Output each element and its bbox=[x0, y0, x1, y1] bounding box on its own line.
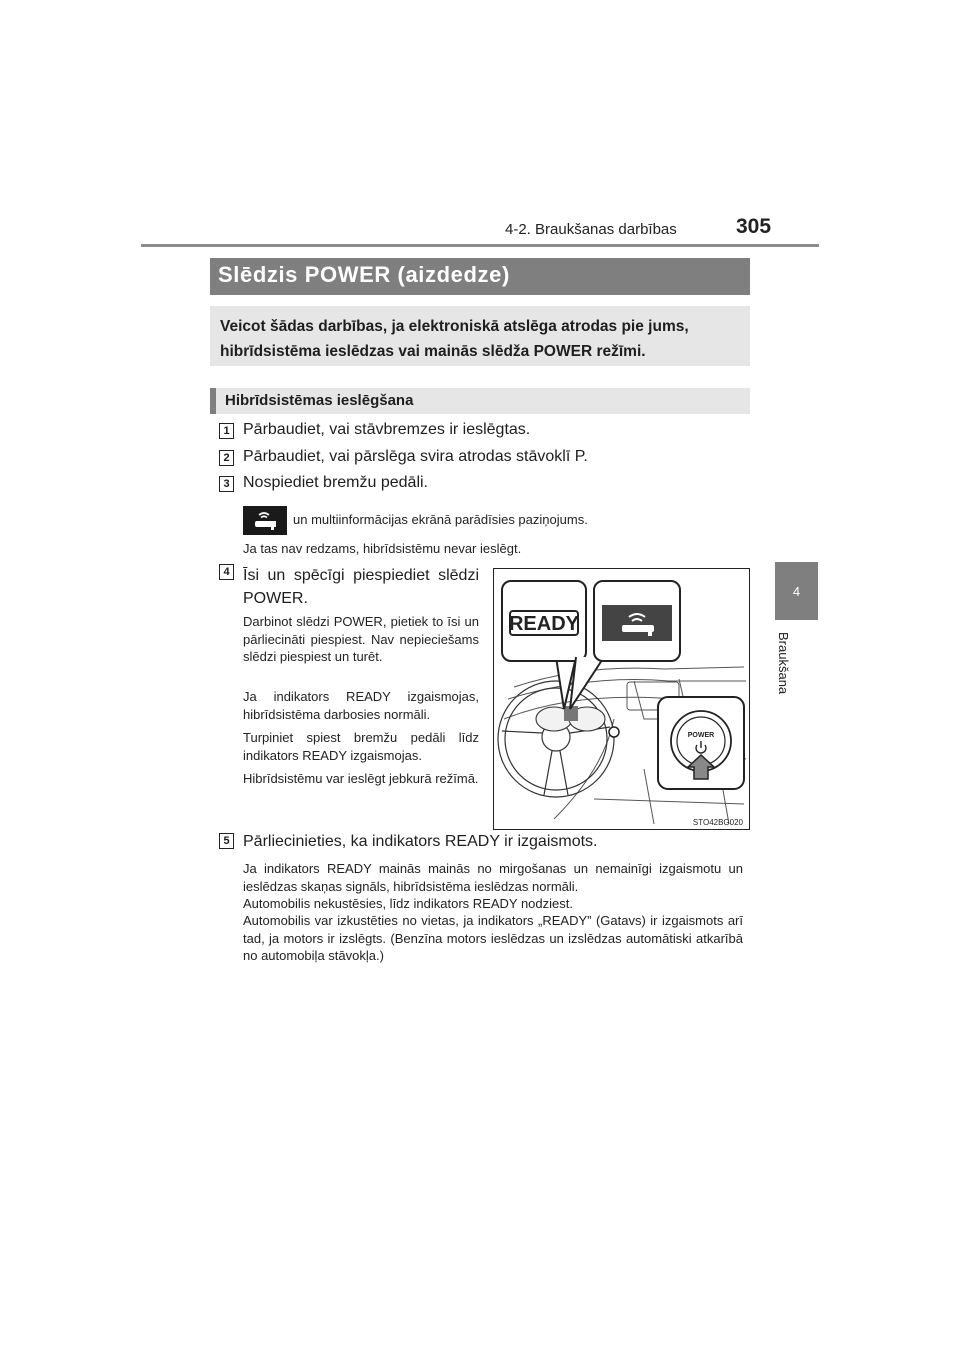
step3-warning: Ja tas nav redzams, hibrīdsistēmu nevar ieslēgt. bbox=[243, 541, 522, 556]
step-number-5: 5 bbox=[219, 833, 234, 849]
step4-note-1: Darbinot slēdzi POWER, pietiek to īsi un pārliecināti piespiest. Nav nepieciešams slēdzi piespiest un turēt. bbox=[243, 614, 479, 664]
chapter-label bbox=[770, 632, 820, 722]
step-number-1: 1 bbox=[219, 423, 234, 439]
step-text-5: Pārliecinieties, ka indikators READY ir izgaismots. bbox=[243, 833, 598, 850]
power-button-label: POWER bbox=[687, 732, 715, 739]
intro-box bbox=[210, 306, 750, 366]
step4-note-3: Turpiniet spiest bremžu pedāli līdz indikators READY izgaismojas. bbox=[243, 730, 479, 763]
dashboard-illustration bbox=[493, 568, 750, 830]
page-title-bar bbox=[210, 258, 750, 295]
page-number: 305 bbox=[736, 215, 772, 238]
step-number-2: 2 bbox=[219, 450, 234, 466]
step5-note-3: Automobilis var izkustēties no vietas, ja indikators „READY” (Gatavs) ir izgaismots arī tad, ja motors ir izslēgts. (Benzīna motors ieslēdzas un izslēdzas automātiski atkarībā no automobiļa stāvokļa.) bbox=[243, 913, 743, 963]
chapter-name: Braukšana bbox=[776, 632, 791, 695]
subheading: Hibrīdsistēmas ieslēgšana bbox=[225, 392, 414, 409]
chapter-tab bbox=[775, 562, 818, 620]
step4-note-2: Ja indikators READY izgaismojas, hibrīdsistēma darbosies normāli. bbox=[243, 689, 479, 722]
step-number-3: 3 bbox=[219, 476, 234, 492]
section-title: 4-2. Braukšanas darbības bbox=[505, 221, 677, 238]
header-rule bbox=[141, 244, 819, 247]
step-number-4: 4 bbox=[219, 564, 234, 580]
step5-note-1: Ja indikators READY mainās mainās no mirgošanas un nemainīgi izgaismotu un ieslēdzas skaņas signāls, hibrīdsistēma ieslēdzas normāli. bbox=[243, 861, 743, 894]
icon-caption: un multiinformācijas ekrānā parādīsies paziņojums. bbox=[293, 512, 588, 527]
step4-note-4: Hibrīdsistēmu var ieslēgt jebkurā režīmā. bbox=[243, 771, 479, 786]
subheading-bar bbox=[210, 388, 750, 414]
figure-code: STO42BG020 bbox=[692, 818, 743, 827]
step-text-4: Īsi un spēcīgi piespiediet slēdzi POWER. bbox=[243, 567, 479, 607]
step5-note-2: Automobilis nekustēsies, līdz indikators READY nodziest. bbox=[243, 896, 573, 911]
step-text-1: Pārbaudiet, vai stāvbremzes ir ieslēgtas. bbox=[243, 421, 531, 438]
chapter-number: 4 bbox=[792, 583, 801, 599]
step-text-2: Pārbaudiet, vai pārslēga svira atrodas stāvoklī P. bbox=[243, 448, 588, 465]
intro-text: Veicot šādas darbības, ja elektroniskā atslēga atrodas pie jums, hibrīdsistēma ieslēdzas vai mainās slēdža POWER režīmi. bbox=[220, 318, 689, 360]
step-text-3: Nospiediet bremžu pedāli. bbox=[243, 474, 428, 491]
page-title: Slēdzis POWER (aizdedze) bbox=[218, 262, 510, 287]
ready-indicator-label: READY bbox=[508, 613, 580, 635]
key-indicator-icon bbox=[243, 506, 287, 535]
